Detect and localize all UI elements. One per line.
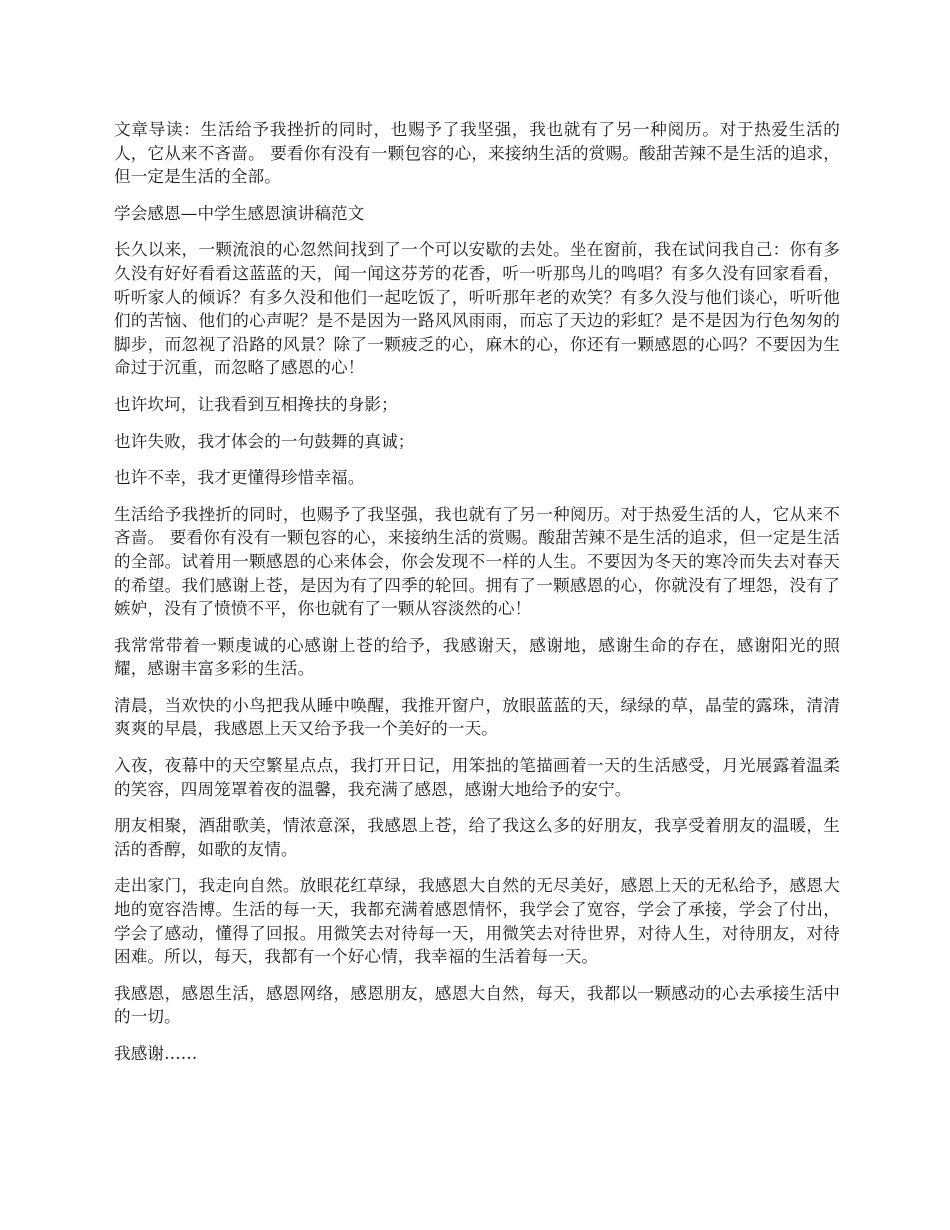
document-page bbox=[114, 118, 840, 1079]
paragraph: 朋友相聚，酒甜歌美，情浓意深，我感恩上苍，给了我这么多的好朋友，我享受着朋友的温暖，生活的香醇，如歌的友情。 bbox=[114, 816, 840, 859]
paragraph: 我感谢…… bbox=[114, 1044, 198, 1063]
article-title: 学会感恩—中学生感恩演讲稿范文 bbox=[114, 203, 365, 223]
paragraph: 也许不幸，我才更懂得珍惜幸福。 bbox=[114, 468, 365, 488]
paragraph: 我感恩，感恩生活，感恩网络，感恩朋友，感恩大自然，每天，我都以一颗感动的心去承接生活中的一切。 bbox=[114, 983, 840, 1027]
article-intro: 文章导读：生活给予我挫折的同时，也赐予了我坚强，我也就有了另一种阅历。对于热爱生活的人，它从来不吝啬。 要看你有没有一颗包容的心，来接纳生活的赏赐。酸甜苦辣不是生活的追求，但一定是生活的全部。 bbox=[114, 120, 840, 187]
paragraph: 清晨，当欢快的小鸟把我从睡中唤醒，我推开窗户，放眼蓝蓝的天，绿绿的草，晶莹的露珠，清清爽爽的早晨，我感恩上天又给予我一个美好的一天。 bbox=[114, 695, 840, 739]
paragraph: 也许坎坷，让我看到互相搀扶的身影； bbox=[114, 394, 398, 414]
paragraph: 入夜，夜幕中的天空繁星点点，我打开日记，用笨拙的笔描画着一天的生活感受，月光展露着温柔的笑容，四周笼罩着夜的温馨，我充满了感恩，感谢大地给予的安宁。 bbox=[114, 756, 840, 799]
paragraph: 我常常带着一颗虔诚的心感谢上苍的给予，我感谢天，感谢地，感谢生命的存在，感谢阳光的照耀，感谢丰富多彩的生活。 bbox=[114, 635, 840, 679]
paragraph: 生活给予我挫折的同时，也赐予了我坚强，我也就有了另一种阅历。对于热爱生活的人，它从来不吝啬。 要看你有没有一颗包容的心，来接纳生活的赏赐。酸甜苦辣不是生活的追求，但一定是生活的全部。试着用一颗感恩的心来体会，你会发现不一样的人生。不要因为冬天的寒冷而失去对春天的希望。我们感谢上苍，是因为有了四季的轮回。拥有了一颗感恩的心，你就没有了埋怨，没有了嫉妒，没有了愤愤不平，你也就有了一颗从容淡然的心！ bbox=[114, 504, 840, 619]
paragraph: 长久以来，一颗流浪的心忽然间找到了一个可以安歇的去处。坐在窗前，我在试问我自己：你有多久没有好好看看这蓝蓝的天，闻一闻这芬芳的花香，听一听那鸟儿的鸣唱？有多久没有回家看看，听听家人的倾诉？有多久没和他们一起吃饭了，听听那年老的欢笑？有多久没与他们谈心，听听他们的苦恼、他们的心声呢？是不是因为一路风风雨雨，而忘了天边的彩虹？是不是因为行色匆匆的脚步，而忽视了沿路的风景？除了一颗疲乏的心，麻木的心，你还有一颗感恩的心吗？不要因为生命过于沉重，而忽略了感恩的心！ bbox=[114, 240, 840, 378]
paragraph: 也许失败，我才体会的一句鼓舞的真诚； bbox=[114, 431, 415, 451]
paragraph: 走出家门，我走向自然。放眼花红草绿，我感恩大自然的无尽美好，感恩上天的无私给予，感恩大地的宽容浩博。生活的每一天，我都充满着感恩情怀，我学会了宽容，学会了承接，学会了付出，学会了感动，懂得了回报。用微笑去对待每一天，用微笑去对待世界，对待人生，对待朋友，对待困难。所以，每天，我都有一个好心情，我幸福的生活着每一天。 bbox=[114, 876, 840, 967]
